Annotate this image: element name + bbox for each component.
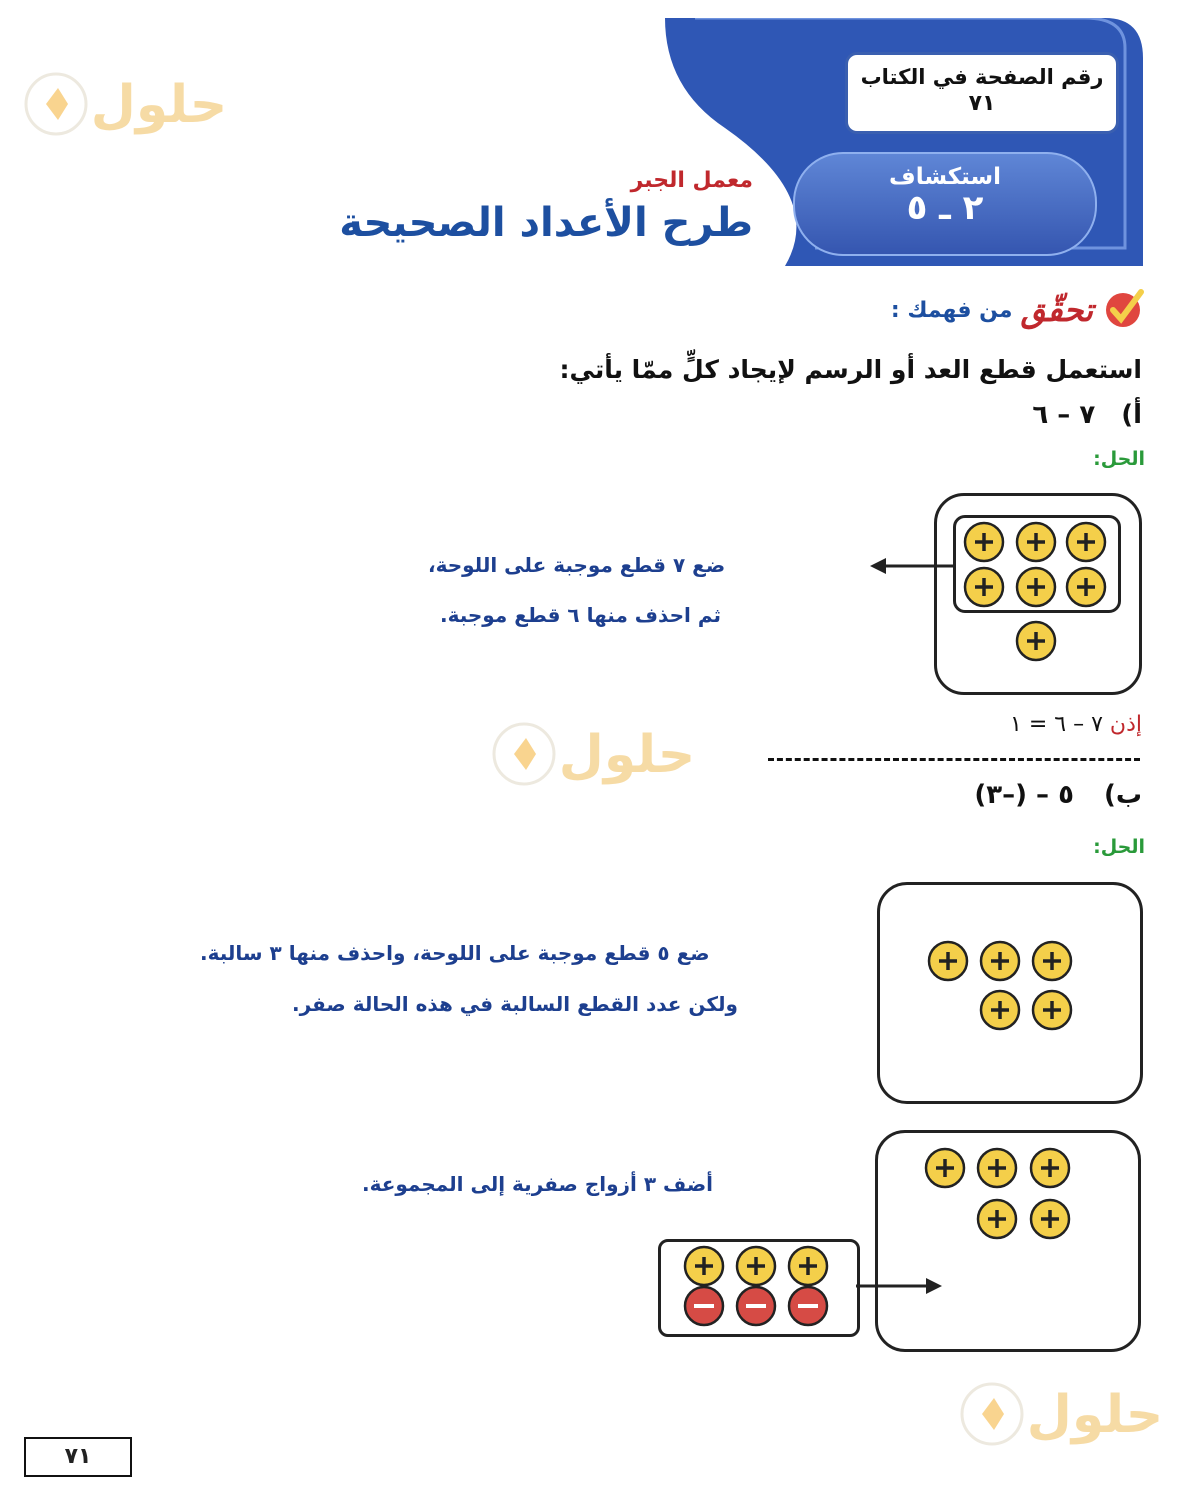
explore-label: استكشاف: [888, 164, 1002, 190]
step-a-line2: ثم احذف منها ٦ قطع موجبة.: [440, 603, 722, 627]
positive-tile-icon: [963, 566, 1005, 612]
arrow-left-icon: [870, 555, 956, 581]
solution-b-label: الحل:: [1093, 836, 1145, 858]
positive-tile-icon: [1065, 566, 1107, 612]
instruction: استعمل قطع العد أو الرسم لإيجاد كلٍّ ممّا يأتي:: [559, 355, 1142, 384]
problem-a-expression: ٧ – ٦: [1032, 400, 1096, 430]
problem-b: [974, 780, 1142, 810]
positive-tile-icon: [976, 1198, 1018, 1244]
positive-tile-icon: [1015, 566, 1057, 612]
book-page-box: [845, 52, 1119, 134]
check-rest: من فهمك :: [890, 297, 1013, 323]
watermark-logo: [960, 1372, 1170, 1456]
watermark-text: حلول: [1026, 1385, 1164, 1445]
book-page-number: ٧١: [968, 91, 996, 116]
book-page-label: رقم الصفحة في الكتاب: [860, 65, 1104, 89]
positive-tile-icon: [1029, 1147, 1071, 1193]
check-understanding-heading: [891, 288, 1145, 332]
positive-tile-icon: [1015, 521, 1057, 567]
explore-badge: [793, 152, 1097, 256]
problem-a-label: أ): [1121, 400, 1142, 430]
positive-tile-icon: [979, 989, 1021, 1035]
lab-label: معمل الجبر: [630, 168, 753, 193]
positive-tile-icon: [976, 1147, 1018, 1193]
answer-a: [1010, 712, 1142, 737]
check-word: تحقّق: [1020, 291, 1093, 329]
watermark-text: حلول: [558, 725, 696, 785]
watermark-logo: [492, 712, 702, 796]
arrow-right-icon: [856, 1275, 942, 1301]
negative-tile-icon: [735, 1285, 777, 1331]
watermark-text: حلول: [90, 75, 228, 135]
step-b-line2: ولكن عدد القطع السالبة في هذه الحالة صفر.: [292, 992, 738, 1016]
checkmark-icon: [1101, 286, 1145, 334]
solution-a-label: الحل:: [1093, 448, 1145, 470]
problem-a: [1032, 400, 1142, 430]
negative-tile-icon: [787, 1285, 829, 1331]
positive-tile-icon: [963, 521, 1005, 567]
answer-a-equation: ٧ – ٦ = ١: [1010, 712, 1103, 737]
positive-tile-icon: [979, 940, 1021, 986]
positive-tile-icon: [1031, 940, 1073, 986]
step-a-line1: ضع ٧ قطع موجبة على اللوحة،: [428, 553, 726, 577]
section-divider: [768, 758, 1140, 761]
step-b2: أضف ٣ أزواج صفرية إلى المجموعة.: [362, 1172, 714, 1196]
positive-tile-icon: [1065, 521, 1107, 567]
positive-tile-icon: [1029, 1198, 1071, 1244]
answer-a-prefix: إذن: [1109, 712, 1142, 737]
positive-tile-icon: [1015, 620, 1057, 666]
footer-page-number: ٧١: [24, 1437, 132, 1477]
watermark-logo: [24, 62, 234, 146]
positive-tile-icon: [1031, 989, 1073, 1035]
positive-tile-icon: [924, 1147, 966, 1193]
problem-b-expression: ٥ – (–٣): [974, 780, 1074, 810]
lesson-number: ٢ ـ ٥: [906, 188, 984, 228]
positive-tile-icon: [927, 940, 969, 986]
problem-b-label: ب): [1103, 780, 1142, 810]
step-b-line1: ضع ٥ قطع موجبة على اللوحة، واحذف منها ٣ سالبة.: [200, 941, 710, 965]
lesson-title: طرح الأعداد الصحيحة: [339, 200, 753, 246]
negative-tile-icon: [683, 1285, 725, 1331]
